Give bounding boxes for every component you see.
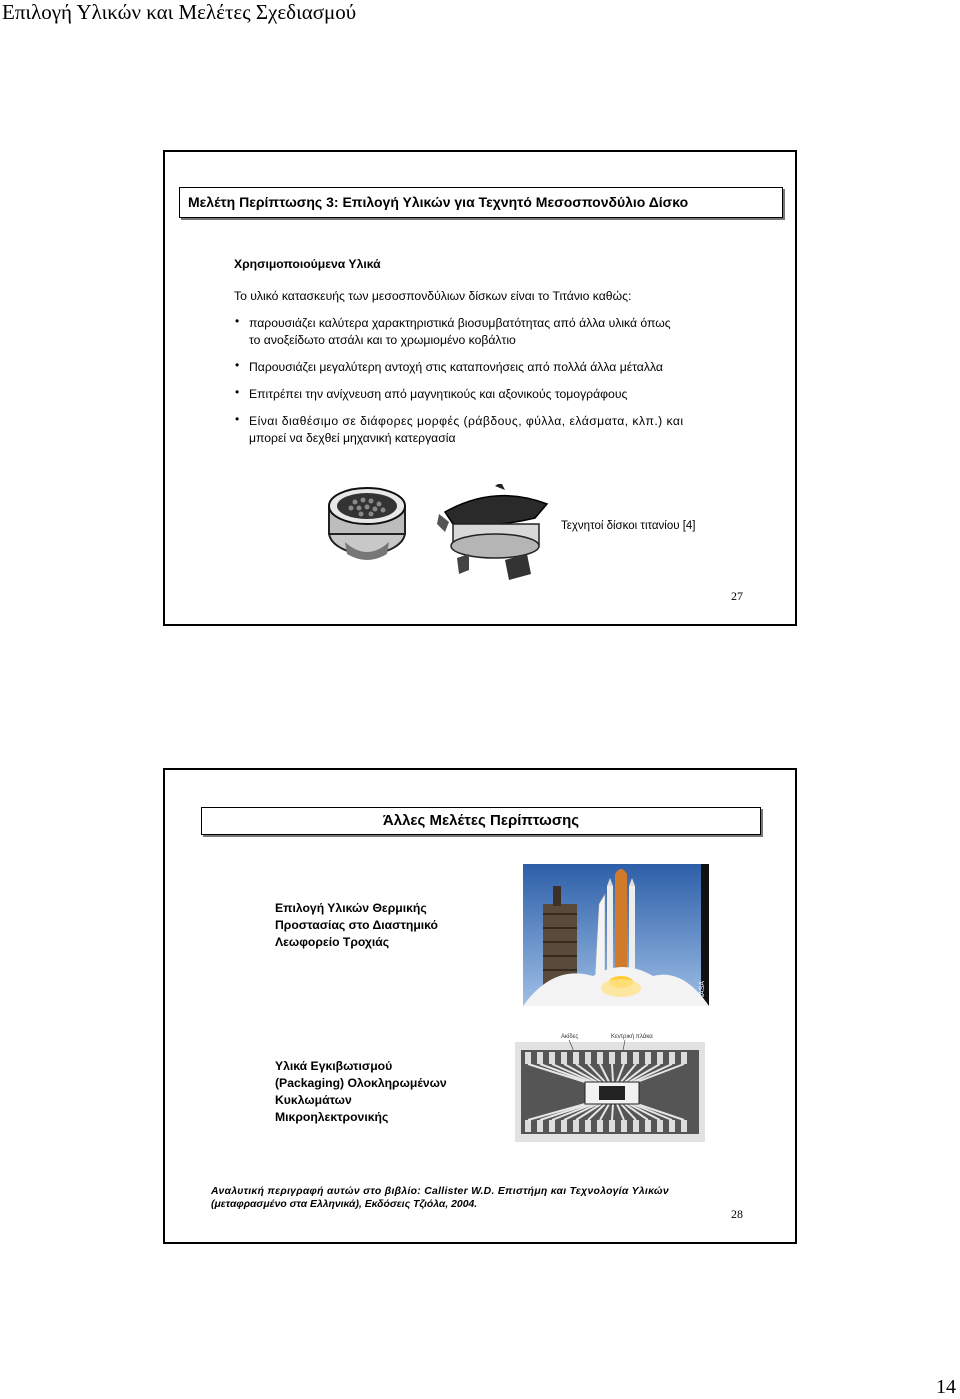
bullet-1-line-1: παρουσιάζει καλύτερα χαρακτηριστικά βιοσυμβατότητας από άλλα υλικά όπως bbox=[249, 316, 671, 330]
case-2-line-1: Υλικά Εγκιβωτισμού bbox=[275, 1059, 393, 1073]
case-1-line-1: Επιλογή Υλικών Θερμικής bbox=[275, 901, 427, 915]
case-2-line-4: Μικροηλεκτρονικής bbox=[275, 1110, 389, 1124]
slide-28 bbox=[163, 768, 797, 1244]
slide-page-number: 27 bbox=[731, 589, 743, 603]
slide-title: Άλλες Μελέτες Περίπτωσης bbox=[201, 807, 761, 835]
nasa-badge: NASA bbox=[699, 980, 706, 1000]
bullet-1-line-2: το ανοξείδωτο ατσάλι και το χρωμιομένο κοβάλτιο bbox=[249, 333, 516, 347]
bullet-4-line-1: Είναι διαθέσιμο σε διάφορες μορφές (ράβδους, φύλλα, ελάσματα, κλπ.) και bbox=[249, 414, 684, 428]
bullet-icon: • bbox=[235, 385, 240, 399]
bullet-2-line-1: Παρουσιάζει μεγαλύτερη αντοχή στις καταπονήσεις από πολλά άλλα μέταλλα bbox=[249, 360, 663, 374]
case-2-line-3: Κυκλωμάτων bbox=[275, 1093, 352, 1107]
case-1-line-3: Λεωφορείο Τροχιάς bbox=[275, 935, 390, 949]
image-caption: Τεχνητοί δίσκοι τιτανίου [4] bbox=[561, 520, 696, 532]
bullet-3-line-1: Επιτρέπει την ανίχνευση από μαγνητικούς και αξονικούς τομογράφους bbox=[249, 387, 628, 401]
bullet-icon: • bbox=[235, 412, 240, 426]
footer-reference-line-1: Αναλυτική περιγραφή αυτών στο βιβλίο: Callister W.D. Επιστήμη και Τεχνολογία Υλικών bbox=[211, 1186, 669, 1197]
titanium-disc-image-2 bbox=[435, 484, 557, 584]
slide-title: Μελέτη Περίπτωσης 3: Επιλογή Υλικών για Τεχνητό Μεσοσπονδύλιο Δίσκο bbox=[179, 187, 783, 218]
chip-label-central-plate: Κεντρική πλάκα bbox=[611, 1034, 653, 1040]
document-page-number: 14 bbox=[936, 1376, 956, 1398]
titanium-disc-image-1 bbox=[325, 482, 409, 566]
footer-reference-line-2: (μεταφρασμένο στα Ελληνικά), Εκδόσεις Τζιόλα, 2004. bbox=[211, 1199, 478, 1210]
intro-text: Το υλικό κατασκευής των μεσοσπονδύλιων δίσκων είναι το Τιτάνιο καθώς: bbox=[234, 289, 632, 303]
bullet-icon: • bbox=[235, 314, 240, 328]
bullet-4-line-2: μπορεί να δεχθεί μηχανική κατεργασία bbox=[249, 431, 456, 445]
case-1-line-2: Προστασίας στο Διαστημικό bbox=[275, 918, 439, 932]
chip-label-pins: Ακίδες bbox=[561, 1034, 579, 1040]
document-header-title: Επιλογή Υλικών και Μελέτες Σχεδιασμού bbox=[2, 0, 357, 24]
slide-27 bbox=[163, 150, 797, 626]
bullet-icon: • bbox=[235, 358, 240, 372]
case-2-line-2: (Packaging) Ολοκληρωμένων bbox=[275, 1076, 447, 1090]
space-shuttle-photo bbox=[523, 864, 709, 1006]
slide-subtitle: Χρησιμοποιούμενα Υλικά bbox=[234, 257, 381, 271]
slide-page-number: 28 bbox=[731, 1207, 743, 1221]
ic-package-image bbox=[515, 1028, 705, 1144]
